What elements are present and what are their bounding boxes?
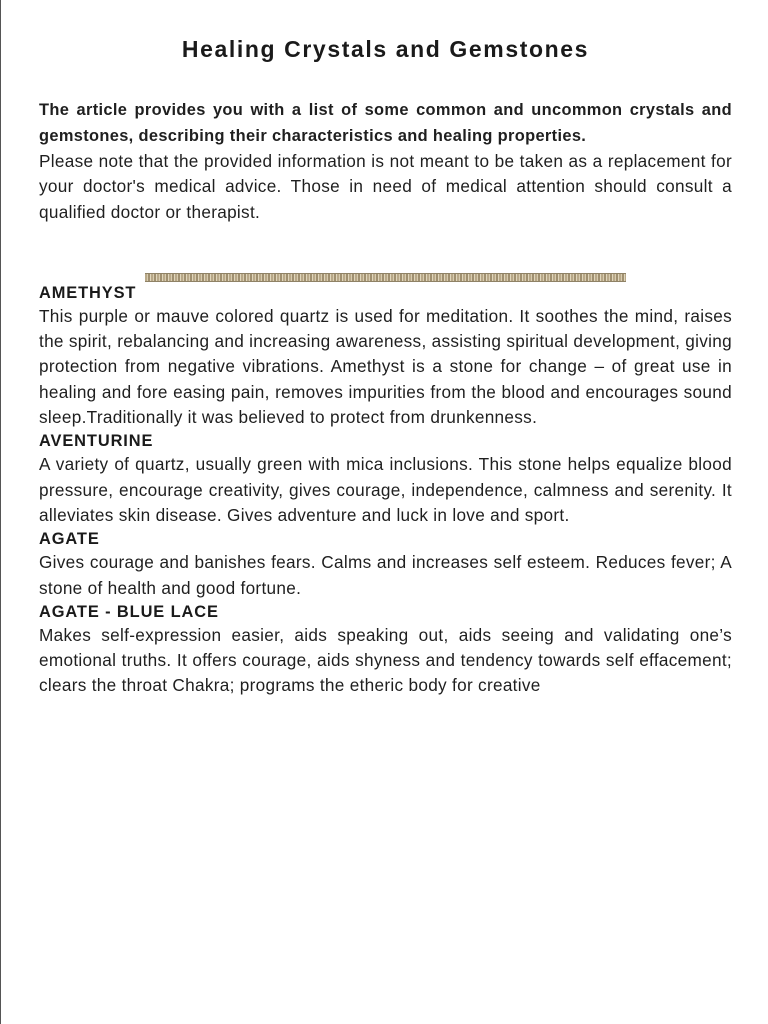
section-heading-agate: AGATE [39, 530, 100, 549]
section-heading-amethyst: AMETHYST [39, 283, 137, 302]
section-text-amethyst: This purple or mauve colored quartz is used for meditation. It soothes the mind, raises the spirit, rebalancing and increasing awareness, assisting spiritual development, giving protection from negative vibrations. Amethyst is a stone for change – of great use in healing and fore easing pain, removes impurities from the blood and encourages sound sleep.Traditionally it was believed to protect from drunkenness. [39, 305, 732, 428]
section-text-agate: Gives courage and banishes fears. Calms and increases self esteem. Reduces fever; A stone of health and good fortune. [39, 552, 732, 598]
disclaimer-paragraph: Please note that the provided information is not meant to be taken as a replacement for your doctor's medical advice. Those in need of medical attention should consult a qualified doctor or therapist. [39, 151, 732, 222]
section-text-aventurine: A variety of quartz, usually green with mica inclusions. This stone helps equalize blood pressure, encourage creativity, gives courage, independence, calmness and serenity. It alleviates skin disease. Gives adventure and luck in love and sport. [39, 454, 732, 525]
page-left-border [0, 0, 1, 1024]
section-text-agate-blue-lace: Makes self-expression easier, aids speaking out, aids seeing and validating one’s emotional truths. It offers courage, aids shyness and tendency towards self effacement; clears the throat Chakra; programs the etheric body for creative [39, 624, 732, 696]
section-heading-aventurine: AVENTURINE [39, 432, 154, 451]
document-page [39, 0, 732, 699]
page-title: Healing Crystals and Gemstones [181, 36, 590, 62]
intro-paragraph: The article provides you with a list of some common and uncommon crystals and gemstones, describing their characteristics and healing properties. [39, 101, 732, 145]
decorative-divider [145, 273, 626, 282]
section-heading-agate-blue-lace: AGATE - BLUE LACE [39, 602, 219, 621]
